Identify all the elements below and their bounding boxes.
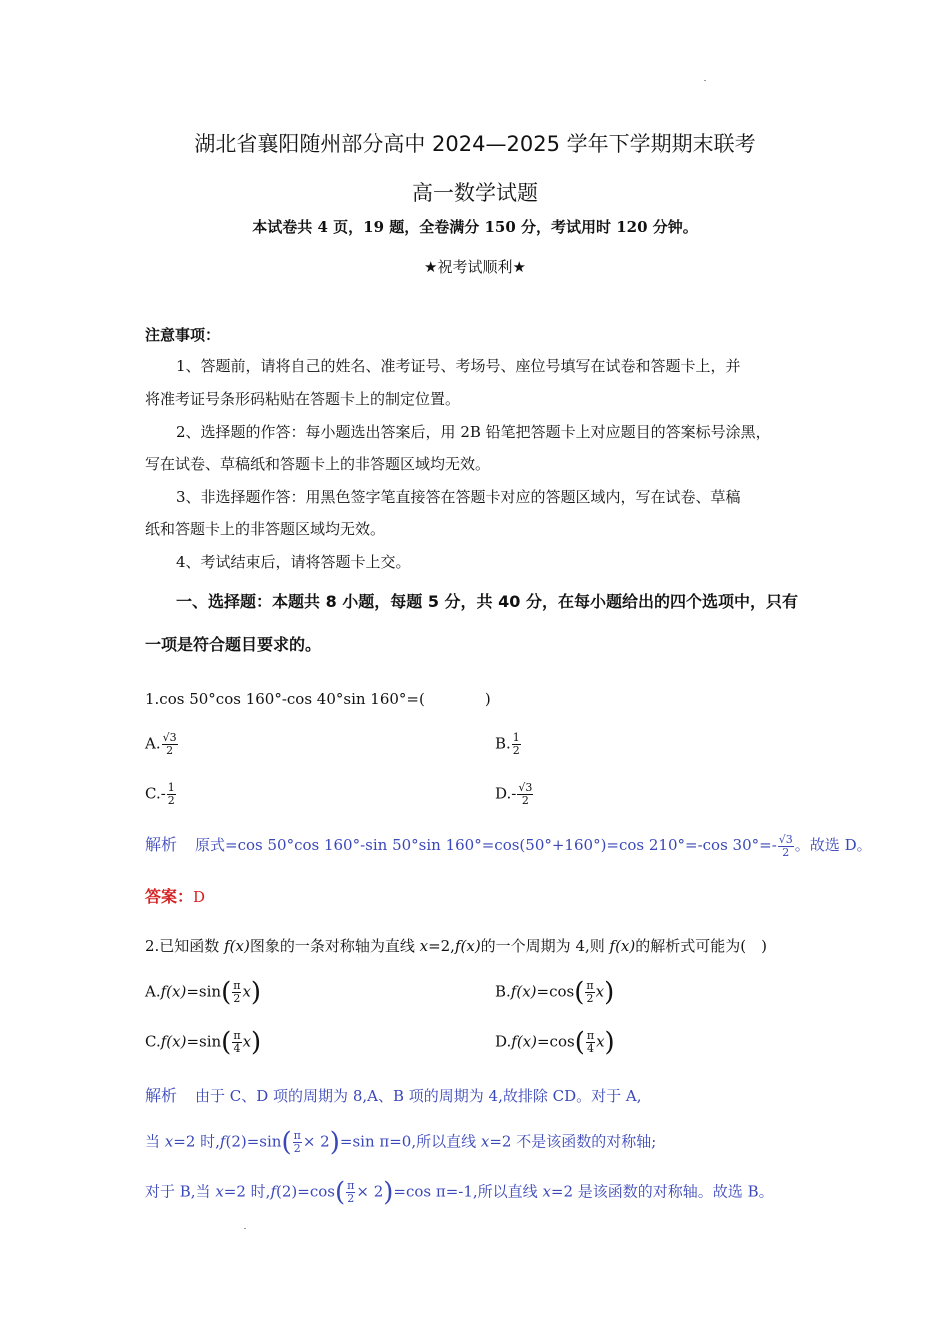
answer-value: D xyxy=(193,888,206,906)
numerator: 1 xyxy=(167,781,175,794)
numerator: π xyxy=(347,1179,355,1192)
q2-analysis-line-1 xyxy=(145,1083,641,1106)
numerator: π xyxy=(233,1029,241,1042)
numerator: π xyxy=(293,1129,301,1142)
option-label: A. xyxy=(145,982,161,1001)
section-heading-cont: 一项是符合题目要求的。 xyxy=(145,635,322,654)
variable: x xyxy=(480,1132,490,1151)
denominator: 2 xyxy=(782,845,790,859)
q1-option-c xyxy=(145,782,177,807)
operator: =cos xyxy=(536,1032,575,1051)
q2-analysis-line-2: 当 x=2 时,f(2)=sin( $\frac{\pi}{2}$ × 2)=sin π=0,所以直线 x=2 不是该函数的对称轴; xyxy=(145,1127,657,1158)
denominator: 2 xyxy=(521,794,529,807)
numerator: π xyxy=(586,1029,595,1042)
fraction xyxy=(586,1030,595,1055)
numerator: π xyxy=(233,979,241,992)
stem-part: 图象的一条对称轴为直线 xyxy=(249,937,420,955)
variable: x xyxy=(242,1032,252,1051)
option-label: D. xyxy=(495,1032,512,1051)
stem-part: 的一个周期为 4,则 xyxy=(480,937,610,955)
question-1-stem: 1.cos 50°cos 160°-cos 40°sin 160°=( ) xyxy=(145,690,491,708)
operator: =sin xyxy=(186,1032,222,1051)
exam-info: 本试卷共 4 页，19 题，全卷满分 150 分，考试用时 120 分钟。 xyxy=(252,218,698,236)
analysis-label: 解析 xyxy=(145,1086,178,1105)
multiplier: × 2 xyxy=(302,1132,330,1151)
analysis-text: =2 不是该函数的对称轴; xyxy=(489,1132,657,1151)
q2-option-a: A.f(x)=sin( $\frac{\pi}{2}$ x) xyxy=(145,977,262,1008)
function-symbol: f(x) xyxy=(609,937,636,955)
analysis-text: =cos π=-1,所以直线 xyxy=(393,1182,543,1201)
function-symbol: f(x) xyxy=(224,937,250,955)
fraction xyxy=(778,834,794,859)
fraction xyxy=(162,732,178,757)
fraction xyxy=(293,1130,302,1155)
fraction xyxy=(512,732,521,757)
q1-option-b xyxy=(495,732,522,757)
notes-item-2-cont: 写在试卷、草稿纸和答题卡上的非答题区域均无效。 xyxy=(145,455,491,473)
section-heading: 一、选择题：本题共 8 小题，每题 5 分，共 40 分，在每小题给出的四个选项中，只有 xyxy=(176,592,798,611)
denominator: 2 xyxy=(233,992,241,1005)
function-symbol: f(x) xyxy=(511,1032,537,1051)
option-label: C.- xyxy=(145,784,166,803)
analysis-text: =sin π=0,所以直线 xyxy=(339,1132,481,1151)
option-label: C. xyxy=(145,1032,161,1051)
analysis-text: (2)=cos xyxy=(276,1182,335,1201)
q2-analysis-line-3: 对于 B,当 x=2 时,f(2)=cos( $\frac{\pi}{2}$ × 2)=cos π=-1,所以直线 x=2 是该函数的对称轴。故选 B。 xyxy=(145,1177,774,1208)
notes-item-1-cont: 将准考证号条形码粘贴在答题卡上的制定位置。 xyxy=(145,390,461,408)
q2-option-d: D.f(x)=cos( $\frac{\pi}{4}$ x) xyxy=(495,1027,615,1058)
analysis-text: =2 是该函数的对称轴。故选 B。 xyxy=(550,1182,774,1201)
variable: x xyxy=(595,982,605,1001)
analysis-text: =2 时, xyxy=(223,1182,271,1201)
numerator: √3 xyxy=(162,731,177,744)
q2-option-b: B.f(x)=cos( $\frac{\pi}{2}$ x) xyxy=(495,977,615,1008)
denominator: 2 xyxy=(167,794,175,807)
option-label: B. xyxy=(495,982,511,1001)
variable: x xyxy=(242,982,251,1001)
scan-dot xyxy=(244,1228,246,1229)
function-symbol: f(x) xyxy=(160,1032,187,1051)
scan-dot xyxy=(704,80,706,81)
notes-item-4: 4、考试结束后，请将答题卡上交。 xyxy=(176,553,411,571)
operator: =sin xyxy=(186,982,222,1001)
fraction xyxy=(232,1030,241,1055)
notes-item-2: 2、选择题的作答：每小题选出答案后，用 2B 铅笔把答题卡上对应题目的答案标号涂黑， xyxy=(176,423,771,441)
exam-title: 湖北省襄阳随州部分高中 2024—2025 学年下学期期末联考 xyxy=(194,132,756,156)
exam-wish: ★祝考试顺利★ xyxy=(424,258,526,276)
analysis-text: 原式=cos 50°cos 160°-sin 50°sin 160°=cos(50°+160°)=cos 210°=-cos 30°=- xyxy=(195,836,777,854)
denominator: 2 xyxy=(293,1142,301,1155)
denominator: 4 xyxy=(233,1042,241,1055)
analysis-text: 对于 B,当 xyxy=(145,1182,216,1201)
notes-heading: 注意事项： xyxy=(145,326,221,344)
notes-item-3-cont: 纸和答题卡上的非答题区域均无效。 xyxy=(145,520,386,538)
variable: x xyxy=(542,1182,551,1201)
answer-label: 答案： xyxy=(145,887,194,906)
q1-answer xyxy=(145,884,205,907)
denominator: 2 xyxy=(586,992,594,1005)
function-symbol: f(x) xyxy=(160,982,187,1001)
analysis-text: 当 xyxy=(145,1132,165,1151)
operator: =cos xyxy=(536,982,575,1001)
function-symbol: f xyxy=(270,1182,277,1201)
fraction xyxy=(346,1180,355,1205)
q1-analysis xyxy=(145,832,872,859)
denominator: 2 xyxy=(347,1192,355,1205)
notes-item-3: 3、非选择题作答：用黑色签字笔直接答在答题卡对应的答题区域内，写在试卷、草稿 xyxy=(176,488,741,506)
analysis-text: (2)=sin xyxy=(225,1132,282,1151)
fraction xyxy=(585,980,594,1005)
function-symbol: f(x) xyxy=(510,982,537,1001)
q1-option-a xyxy=(145,732,179,757)
analysis-label: 解析 xyxy=(145,835,178,854)
numerator: 1 xyxy=(512,731,520,744)
option-label: A. xyxy=(145,734,161,753)
variable: x xyxy=(419,937,429,955)
numerator: √3 xyxy=(518,781,533,794)
notes-item-1: 1、答题前，请将自己的姓名、准考证号、考场号、座位号填写在试卷和答题卡上，并 xyxy=(176,357,741,375)
denominator: 2 xyxy=(512,744,520,757)
analysis-text: =2 时, xyxy=(173,1132,220,1151)
analysis-tail: 。故选 D。 xyxy=(794,836,872,854)
option-label: B. xyxy=(495,734,511,753)
denominator: 4 xyxy=(586,1042,594,1055)
q1-option-d xyxy=(495,782,534,807)
exam-subtitle: 高一数学试题 xyxy=(412,181,538,205)
analysis-text: 由于 C、D 项的周期为 8,A、B 项的周期为 4,故排除 CD。对于 A, xyxy=(195,1087,642,1105)
denominator: 2 xyxy=(166,744,174,757)
question-2-stem xyxy=(145,935,767,956)
function-symbol: f(x) xyxy=(454,937,481,955)
multiplier: × 2 xyxy=(356,1182,384,1201)
function-symbol: f xyxy=(219,1132,226,1151)
fraction xyxy=(517,782,533,807)
stem-part: 的解析式可能为( ) xyxy=(635,937,767,955)
fraction xyxy=(232,980,241,1005)
numerator: π xyxy=(586,979,594,992)
variable: x xyxy=(215,1182,224,1201)
stem-part: 2.已知函数 xyxy=(145,937,225,955)
option-label: D.- xyxy=(495,784,517,803)
numerator: √3 xyxy=(778,832,793,846)
q2-option-c: C.f(x)=sin( $\frac{\pi}{4}$ x) xyxy=(145,1027,262,1058)
fraction xyxy=(167,782,176,807)
variable: x xyxy=(596,1032,605,1051)
variable: x xyxy=(164,1132,174,1151)
stem-part: =2, xyxy=(428,937,455,955)
